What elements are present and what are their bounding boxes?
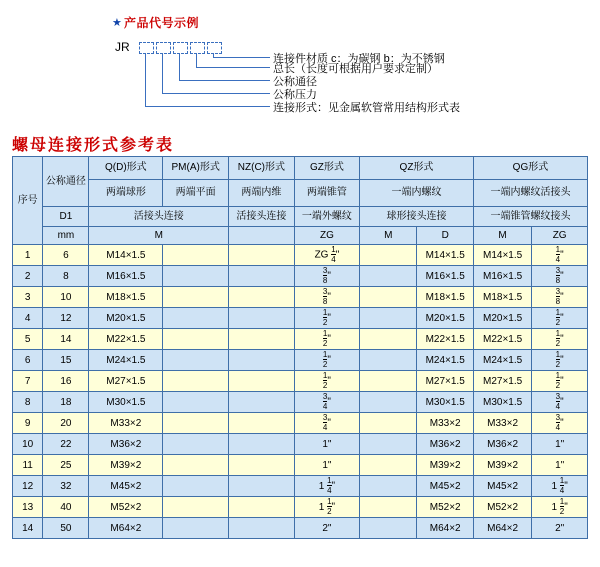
qz-m-cell [360,518,417,539]
nominal-diameter-cell: 12 [43,308,89,329]
pm-thread-cell [163,518,229,539]
qg-m-cell: M14×1.5 [473,245,531,266]
header-unit-mm: mm [43,227,89,245]
header-qd-pm-union: 活接头连接 [89,207,229,227]
table-row [13,329,588,350]
qz-m-cell [360,245,417,266]
header-qg-sub: 一端内螺纹活接头 [473,180,587,207]
qz-d-cell: M27×1.5 [417,371,473,392]
nominal-diameter-cell: 18 [43,392,89,413]
qd-thread-cell: M24×1.5 [89,350,163,371]
qz-d-cell: M33×2 [417,413,473,434]
header-row-1 [13,157,588,180]
header-qd: Q(D)形式 [89,157,163,180]
seq-cell: 3 [13,287,43,308]
legend-item-nominal-pressure: 公称压力 [273,89,317,101]
code-slot-5 [207,42,222,54]
nominal-diameter-cell: 6 [43,245,89,266]
qz-m-cell [360,371,417,392]
seq-cell: 14 [13,518,43,539]
nz-thread-cell [229,287,295,308]
gz-thread-cell: $\frac{3}{8}$ " [294,287,359,308]
qg-zg-cell: 1 $\frac{1}{4}$ " [532,476,588,497]
header-d1: D1 [43,207,89,227]
header-seq-label: 序号 [17,194,38,206]
qz-d-cell: M20×1.5 [417,308,473,329]
qg-m-cell: M18×1.5 [473,287,531,308]
header-row-3 [13,207,588,227]
header-gz-sub: 两端锥管 [294,180,359,207]
seq-cell: 2 [13,266,43,287]
qz-d-cell: M30×1.5 [417,392,473,413]
code-slot-2 [156,42,171,54]
seq-cell: 1 [13,245,43,266]
qg-zg-cell: $\frac{1}{2}$ " [532,308,588,329]
nz-thread-cell [229,350,295,371]
qz-m-cell [360,413,417,434]
qg-zg-cell: $\frac{1}{2}$ " [532,329,588,350]
qz-m-cell [360,434,417,455]
gz-thread-cell: 1 $\frac{1}{4}$ " [294,476,359,497]
qz-m-cell [360,266,417,287]
header-nominal-diameter-label: 公称通径 [45,175,86,187]
nz-thread-cell [229,308,295,329]
qg-m-cell: M39×2 [473,455,531,476]
qd-thread-cell: M14×1.5 [89,245,163,266]
leader-h-3 [179,80,270,81]
table-row [13,245,588,266]
gz-thread-cell: $\frac{1}{2}$ " [294,329,359,350]
qg-m-cell: M16×1.5 [473,266,531,287]
legend-item-nominal-diameter: 公称通径 [273,76,317,88]
qg-m-cell: M52×2 [473,497,531,518]
header-pm: PM(A)形式 [163,157,229,180]
gz-thread-cell: $\frac{3}{8}$ " [294,266,359,287]
gz-thread-cell: 1" [294,455,359,476]
qd-thread-cell: M22×1.5 [89,329,163,350]
qg-m-cell: M45×2 [473,476,531,497]
pm-thread-cell [163,245,229,266]
qz-d-cell: M36×2 [417,434,473,455]
gz-thread-cell: 1 $\frac{1}{2}$ " [294,497,359,518]
seq-cell: 6 [13,350,43,371]
header-row-2 [13,180,588,207]
table-row [13,455,588,476]
qz-m-cell [360,497,417,518]
nz-thread-cell [229,329,295,350]
header-unit-m-2: M [360,227,417,245]
gz-thread-cell: $\frac{1}{2}$ " [294,371,359,392]
qg-zg-cell: $\frac{3}{8}$ " [532,266,588,287]
qd-thread-cell: M18×1.5 [89,287,163,308]
qg-zg-cell: 1" [532,434,588,455]
qz-d-cell: M24×1.5 [417,350,473,371]
nominal-diameter-cell: 40 [43,497,89,518]
qd-thread-cell: M52×2 [89,497,163,518]
qg-m-cell: M36×2 [473,434,531,455]
header-qz-sub: 一端内螺纹 [360,180,474,207]
qg-zg-cell: $\frac{3}{4}$ " [532,413,588,434]
qd-thread-cell: M30×1.5 [89,392,163,413]
table-row [13,266,588,287]
header-unit-m-1: M [89,227,229,245]
nz-thread-cell [229,413,295,434]
code-slot-1 [139,42,154,54]
pm-thread-cell [163,371,229,392]
qz-d-cell: M64×2 [417,518,473,539]
header-qz: QZ形式 [360,157,474,180]
qg-m-cell: M30×1.5 [473,392,531,413]
leader-h-5 [145,106,270,107]
pm-thread-cell [163,497,229,518]
header-nz-sub: 两端内维 [229,180,295,207]
table-row [13,476,588,497]
qz-m-cell [360,329,417,350]
qg-zg-cell: 2" [532,518,588,539]
nominal-diameter-cell: 32 [43,476,89,497]
header-row-4 [13,227,588,245]
qg-m-cell: M20×1.5 [473,308,531,329]
qd-thread-cell: M20×1.5 [89,308,163,329]
table-row [13,350,588,371]
table-header [13,157,588,245]
qg-zg-cell: $\frac{3}{4}$ " [532,392,588,413]
qg-zg-cell: 1" [532,455,588,476]
gz-thread-cell: ZG $\frac{1}{4}$ " [294,245,359,266]
seq-cell: 7 [13,371,43,392]
gz-thread-cell: $\frac{3}{4}$ " [294,413,359,434]
qz-d-cell: M39×2 [417,455,473,476]
table-row [13,287,588,308]
gz-thread-cell: $\frac{1}{2}$ " [294,350,359,371]
pm-thread-cell [163,329,229,350]
qz-m-cell [360,350,417,371]
nz-thread-cell [229,245,295,266]
pm-thread-cell [163,476,229,497]
table-row [13,308,588,329]
qd-thread-cell: M33×2 [89,413,163,434]
nz-thread-cell [229,497,295,518]
pm-thread-cell [163,392,229,413]
seq-cell: 13 [13,497,43,518]
nominal-diameter-cell: 16 [43,371,89,392]
code-slot-4 [190,42,205,54]
seq-cell: 4 [13,308,43,329]
nz-thread-cell [229,371,295,392]
qd-thread-cell: M45×2 [89,476,163,497]
table-row [13,518,588,539]
pm-thread-cell [163,266,229,287]
qz-m-cell [360,308,417,329]
leader-h-1 [213,57,270,58]
qg-m-cell: M64×2 [473,518,531,539]
table-row [13,371,588,392]
code-slot-3 [173,42,188,54]
gz-thread-cell: 1" [294,434,359,455]
pm-thread-cell [163,455,229,476]
seq-cell: 12 [13,476,43,497]
table-body [13,245,588,539]
nz-thread-cell [229,392,295,413]
leader-v-2 [196,53,197,67]
leader-v-3 [179,53,180,80]
nz-thread-cell [229,455,295,476]
nominal-diameter-cell: 25 [43,455,89,476]
nut-connection-table [12,156,588,539]
qg-m-cell: M22×1.5 [473,329,531,350]
qd-thread-cell: M39×2 [89,455,163,476]
star-icon: ★ [112,17,122,29]
reference-table [12,156,588,539]
leader-h-2 [196,67,270,68]
qz-m-cell [360,287,417,308]
qd-thread-cell: M27×1.5 [89,371,163,392]
header-qg-taper: 一端锥管螺纹接头 [473,207,587,227]
header-gz: GZ形式 [294,157,359,180]
header-qg: QG形式 [473,157,587,180]
diagram-title: 产品代号示例 [124,16,200,30]
seq-cell: 9 [13,413,43,434]
seq-cell: 10 [13,434,43,455]
gz-thread-cell: $\frac{3}{4}$ " [294,392,359,413]
header-gz-external: 一端外螺纹 [294,207,359,227]
leader-v-4 [162,53,163,93]
header-qz-ball: 球形接头连接 [360,207,474,227]
seq-cell: 8 [13,392,43,413]
table-row [13,497,588,518]
qz-m-cell [360,476,417,497]
legend-item-connection-form: 连接形式：见金属软管常用结构形式表 [273,102,460,114]
nz-thread-cell [229,518,295,539]
qz-d-cell: M14×1.5 [417,245,473,266]
nominal-diameter-cell: 10 [43,287,89,308]
seq-cell: 11 [13,455,43,476]
code-prefix: JR [115,40,130,54]
qz-d-cell: M18×1.5 [417,287,473,308]
pm-thread-cell [163,308,229,329]
qg-m-cell: M33×2 [473,413,531,434]
qg-zg-cell: 1 $\frac{1}{2}$ " [532,497,588,518]
header-nz: NZ(C)形式 [229,157,295,180]
header-unit-d: D [417,227,473,245]
header-unit-zg-1: ZG [294,227,359,245]
qz-d-cell: M45×2 [417,476,473,497]
header-pm-sub: 两端平面 [163,180,229,207]
pm-thread-cell [163,434,229,455]
header-nz-union: 活接头连接 [229,207,295,227]
table-row [13,434,588,455]
nominal-diameter-cell: 15 [43,350,89,371]
nominal-diameter-cell: 14 [43,329,89,350]
header-seq [13,157,43,245]
leader-v-5 [145,53,146,106]
qd-thread-cell: M36×2 [89,434,163,455]
qg-zg-cell: $\frac{3}{8}$ " [532,287,588,308]
pm-thread-cell [163,287,229,308]
qg-zg-cell: $\frac{1}{4}$ " [532,245,588,266]
nominal-diameter-cell: 20 [43,413,89,434]
qz-d-cell: M22×1.5 [417,329,473,350]
qz-d-cell: M16×1.5 [417,266,473,287]
qd-thread-cell: M64×2 [89,518,163,539]
nz-thread-cell [229,434,295,455]
header-unit-m-3: M [473,227,531,245]
header-unit-zg-2: ZG [532,227,588,245]
legend-item-material: 连接件材质 c：为碳钢 b：为不锈钢 [273,53,445,65]
product-code-diagram [0,0,600,128]
header-unit-blank [229,227,295,245]
table-row [13,413,588,434]
header-qd-sub: 两端球形 [89,180,163,207]
qg-zg-cell: $\frac{1}{2}$ " [532,350,588,371]
gz-thread-cell: $\frac{1}{2}$ " [294,308,359,329]
qz-m-cell [360,455,417,476]
nominal-diameter-cell: 22 [43,434,89,455]
gz-thread-cell: 2" [294,518,359,539]
pm-thread-cell [163,413,229,434]
table-row [13,392,588,413]
pm-thread-cell [163,350,229,371]
leader-h-4 [162,93,270,94]
qz-d-cell: M52×2 [417,497,473,518]
nz-thread-cell [229,476,295,497]
nominal-diameter-cell: 50 [43,518,89,539]
legend-item-length: 总长（长度可根据用户要求定制） [273,63,438,75]
nz-thread-cell [229,266,295,287]
header-nominal-diameter [43,157,89,207]
qz-m-cell [360,392,417,413]
qg-m-cell: M27×1.5 [473,371,531,392]
seq-cell: 5 [13,329,43,350]
qd-thread-cell: M16×1.5 [89,266,163,287]
page-title: 螺母连接形式参考表 [12,137,175,154]
nominal-diameter-cell: 8 [43,266,89,287]
qg-m-cell: M24×1.5 [473,350,531,371]
qg-zg-cell: $\frac{1}{2}$ " [532,371,588,392]
